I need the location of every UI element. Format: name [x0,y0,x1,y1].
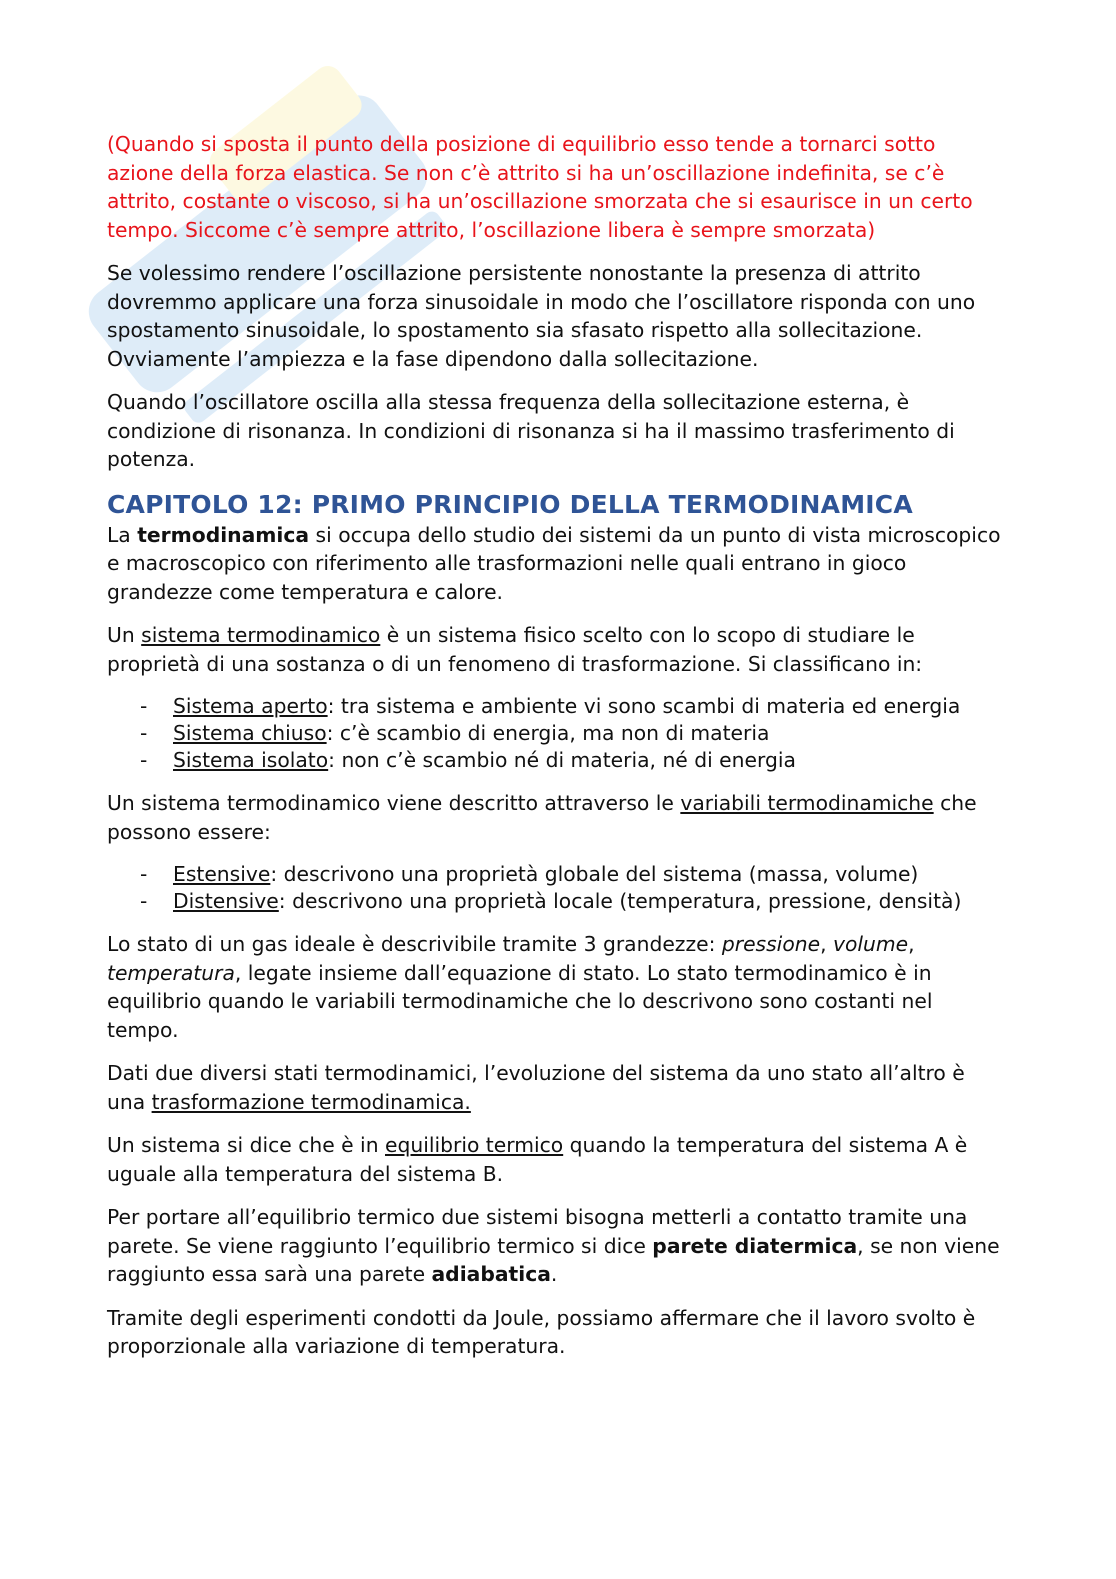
termodinamica-term: termodinamica [137,522,310,547]
joule-paragraph: Tramite degli esperimenti condotti da Joule, possiamo affermare che il lavoro svolto è proporzionale alla variazione di temperatura. [107,1305,976,1358]
variabili-termodinamiche-term: variabili termodinamiche [680,791,934,815]
intro-red-paragraph: (Quando si sposta il punto della posizione di equilibrio esso tende a tornarci sotto azione della forza elastica. Se non c’è attrito si ha un’oscillazione indefinita, se c’è attrito, costante o viscoso, si ha un’oscillazione smorzata che si esaurisce in un certo tempo. Siccome c’è sempre attrito, l’oscillazione libera è sempre smorzata) [107,132,973,242]
trasformazione-paragraph: Dati due diversi stati termodinamici, l’evoluzione del sistema da uno stato all’altro è una trasformazione termodinamica. [107,1061,965,1114]
document-page [107,130,1007,1376]
list-item: - Sistema chiuso: c’è scambio di energia, ma non di materia [140,721,770,745]
sistema-paragraph: Un sistema termodinamico è un sistema fisico scelto con lo scopo di studiare le proprietà di una sostanza o di un fenomeno di trasformazione. Si classificano in: [107,623,923,676]
adiabatica-term: adiabatica [431,1262,551,1286]
variable-types-list [107,861,1007,915]
list-item: - Sistema aperto: tra sistema e ambiente vi sono scambi di materia ed energia [140,694,961,718]
list-item: - Sistema isolato: non c’è scambio né di materia, né di energia [140,748,796,772]
equilibrio-paragraph: Un sistema si dice che è in equilibrio termico quando la temperatura del sistema A è uguale alla temperatura del sistema B. [107,1133,968,1186]
parete-diatermica-term: parete diatermica [652,1233,858,1258]
stato-paragraph: Lo stato di un gas ideale è descrivibile tramite 3 grandezze: pressione, volume, temperatura, legate insieme dall’equazione di stato. Lo stato termodinamico è in equilibrio quando le variabili termodinamiche che lo descrivono sono costanti nel tempo. [107,932,933,1042]
chapter-title: CAPITOLO 12: PRIMO PRINCIPIO DELLA TERMODINAMICA [107,489,913,519]
list-item: - Estensive: descrivono una proprietà globale del sistema (massa, volume) [140,862,919,886]
sistema-termodinamico-term: sistema termodinamico [141,623,381,647]
parete-paragraph: Per portare all’equilibrio termico due sistemi bisogna metterli a contatto tramite una parete. Se viene raggiunto l’equilibrio termico si dice parete diatermica, se non viene raggiunto essa sarà una parete adiabatica. [107,1205,1000,1286]
equilibrio-termico-term: equilibrio termico [385,1133,564,1157]
termodinamica-paragraph: La termodinamica si occupa dello studio dei sistemi da un punto di vista microscopico e macroscopico con riferimento alle trasformazioni nelle quali entrano in gioco grandezze come temperatura e calore. [107,522,1001,604]
trasformazione-term: trasformazione termodinamica. [151,1089,471,1114]
intro-paragraph-2: Quando l’oscillatore oscilla alla stessa frequenza della sollecitazione esterna, è condizione di risonanza. In condizioni di risonanza si ha il massimo trasferimento di potenza. [107,390,955,471]
intro-paragraph-1: Se volessimo rendere l’oscillazione persistente nonostante la presenza di attrito dovremmo applicare una forza sinusoidale in modo che l’oscillatore risponda con uno spostamento sinusoidale, lo spostamento sia sfasato rispetto alla sollecitazione. Ovviamente l’ampiezza e la fase dipendono dalla sollecitazione. [107,261,976,371]
system-types-list [107,693,1007,774]
list-item: - Distensive: descrivono una proprietà locale (temperatura, pressione, densità) [140,889,962,913]
variabili-paragraph: Un sistema termodinamico viene descritto attraverso le variabili termodinamiche che possono essere: [107,791,977,844]
